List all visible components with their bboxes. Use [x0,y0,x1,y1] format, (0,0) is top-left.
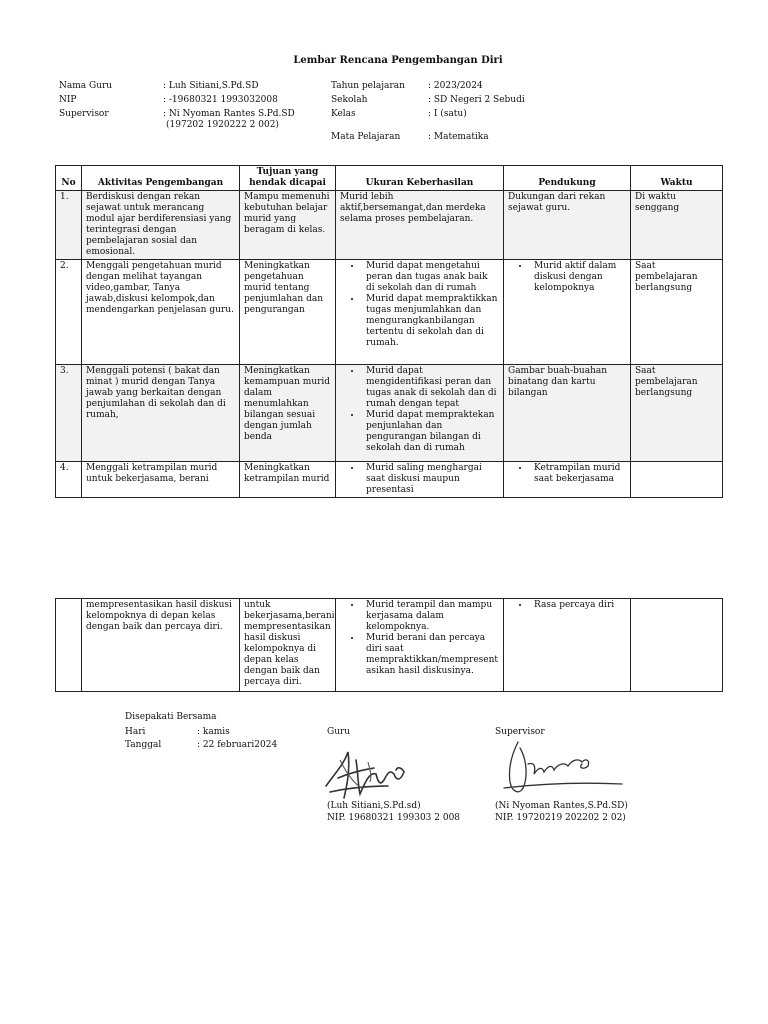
cell-no [56,599,82,692]
guru-role: Guru [327,727,351,737]
cell-aktivitas: mempresentasikan hasil diskusi kelompoknya di depan kelas dengan baik dan percaya diri. [82,599,240,692]
continuation-table [55,598,723,692]
header-aktivitas: Aktivitas Pengembangan [82,166,240,191]
header-tujuan: Tujuan yang hendak dicapai [240,166,336,191]
supervisor-name: (Ni Nyoman Rantes,S.Pd.SD) [495,801,628,811]
guru-name: (Luh Sitiani,S.Pd.sd) [327,801,421,811]
label-hari: Hari [125,727,146,737]
cell-pendukung: Dukungan dari rekan sejawat guru. [504,190,631,259]
label-nip: NIP [59,95,77,105]
cell-tujuan: Meningkatkan ketrampilan murid [240,461,336,497]
cell-waktu [631,599,723,692]
development-plan-table [55,165,723,498]
table-header-row [56,166,723,191]
guru-nip: NIP. 19680321 199303 2 008 [327,813,461,823]
value-sekolah: : SD Negeri 2 Sebudi [428,95,525,105]
cell-pendukung: Gambar buah-buahan binatang dan kartu bilangan [504,364,631,461]
bullet-item: • Murid dapat mengetahui peran dan tugas anak baik di sekolah dan di rumah [362,261,499,294]
table-row [56,461,723,497]
bullet-item: • Murid aktif dalam diskusi dengan kelompoknya [530,261,626,294]
label-sekolah: Sekolah [331,95,368,105]
cell-no: 1. [56,190,82,259]
cell-aktivitas: Menggali potensi ( bakat dan minat ) murid dengan Tanya jawab yang berkaitan dengan penjumlahan di sekolah dan di rumah, [82,364,240,461]
bullet-item: • Murid saling menghargai saat diskusi maupun presentasi [362,463,499,496]
cell-waktu: Saat pembelajaran berlangsung [631,259,723,364]
cell-waktu [631,461,723,497]
value-supervisor: : Ni Nyoman Rantes S.Pd.SD [163,109,295,119]
value-hari: : kamis [197,727,230,737]
label-supervisor: Supervisor [59,109,109,119]
bullet-item: • Murid berani dan percaya diri saat mempraktikkan/mempresent asikan hasil diskusinya. [362,633,499,677]
value-tahun: : 2023/2024 [428,81,483,91]
table-row [56,259,723,364]
cell-aktivitas: Menggali ketrampilan murid untuk bekerjasama, berani [82,461,240,497]
header-ukuran: Ukuran Keberhasilan [336,166,504,191]
bullet-item: • Rasa percaya diri [530,600,626,611]
cell-tujuan: Mampu memenuhi kebutuhan belajar murid yang beragam di kelas. [240,190,336,259]
cell-pendukung [504,599,631,692]
bullet-item: • Ketrampilan murid saat bekerjasama [530,463,626,485]
table-row [56,599,723,692]
cell-aktivitas: Berdiskusi dengan rekan sejawat untuk merancang modul ajar berdiferensiasi yang terintegrasi dengan pembelajaran sosial dan emosional. [82,190,240,259]
label-nama-guru: Nama Guru [59,81,113,91]
label-mapel: Mata Pelajaran [331,132,401,142]
agreement-heading: Disepakati Bersama [125,712,217,722]
cell-ukuran [336,461,504,497]
value-kelas: : I (satu) [428,109,467,119]
label-tanggal: Tanggal [125,740,162,750]
value-supervisor-nip: (197202 1920222 2 002) [166,120,279,130]
supervisor-signature-image [498,734,628,804]
table-row [56,364,723,461]
cell-no: 3. [56,364,82,461]
cell-pendukung [504,259,631,364]
cell-ukuran: Murid lebih aktif,bersemangat,dan merdeka selama proses pembelajaran. [336,190,504,259]
bullet-item: • Murid dapat mengidentifikasi peran dan tugas anak di sekolah dan di rumah dengan tepat [362,366,499,410]
label-tahun: Tahun pelajaran [331,81,405,91]
bullet-item: • Murid dapat mempraktekan penjunlahan dan pengurangan bilangan di sekolah dan di rumah [362,410,499,454]
guru-signature-image [318,742,418,804]
page-title: Lembar Rencana Pengembangan Diri [293,55,503,66]
cell-pendukung [504,461,631,497]
cell-tujuan: untuk bekerjasama,berani mempresentasikan hasil diskusi kelompoknya di depan kelas dengan baik dan percaya diri. [240,599,336,692]
cell-ukuran [336,259,504,364]
bullet-item: • Murid terampil dan mampu kerjasama dalam kelompoknya. [362,600,499,633]
supervisor-nip: NIP. 19720219 202202 2 02) [495,813,626,823]
header-waktu: Waktu [631,166,723,191]
bullet-item: • Murid dapat mempraktikkan tugas menjumlahkan dan mengurangkanbilangan tertentu di sekolah dan di rumah. [362,294,499,349]
header-no: No [56,166,82,191]
cell-ukuran [336,599,504,692]
table-row [56,190,723,259]
cell-tujuan: Meningkatkan pengetahuan murid tentang penjumlahan dan pengurangan [240,259,336,364]
value-nama-guru: : Luh Sitiani,S.Pd.SD [163,81,259,91]
cell-waktu: Saat pembelajaran berlangsung [631,364,723,461]
cell-no: 4. [56,461,82,497]
cell-tujuan: Meningkatkan kemampuan murid dalam menumlahkan bilangan sesuai dengan jumlah benda [240,364,336,461]
header-pendukung: Pendukung [504,166,631,191]
label-kelas: Kelas [331,109,356,119]
value-mapel: : Matematika [428,132,489,142]
value-tanggal: : 22 februari2024 [197,740,278,750]
cell-no: 2. [56,259,82,364]
cell-ukuran [336,364,504,461]
supervisor-role: Supervisor [495,727,545,737]
value-nip: : -19680321 1993032008 [163,95,278,105]
cell-waktu: Di waktu senggang [631,190,723,259]
cell-aktivitas: Menggali pengetahuan murid dengan melihat tayangan video,gambar, Tanya jawab,diskusi kelompok,dan mendengarkan penjelasan guru. [82,259,240,364]
